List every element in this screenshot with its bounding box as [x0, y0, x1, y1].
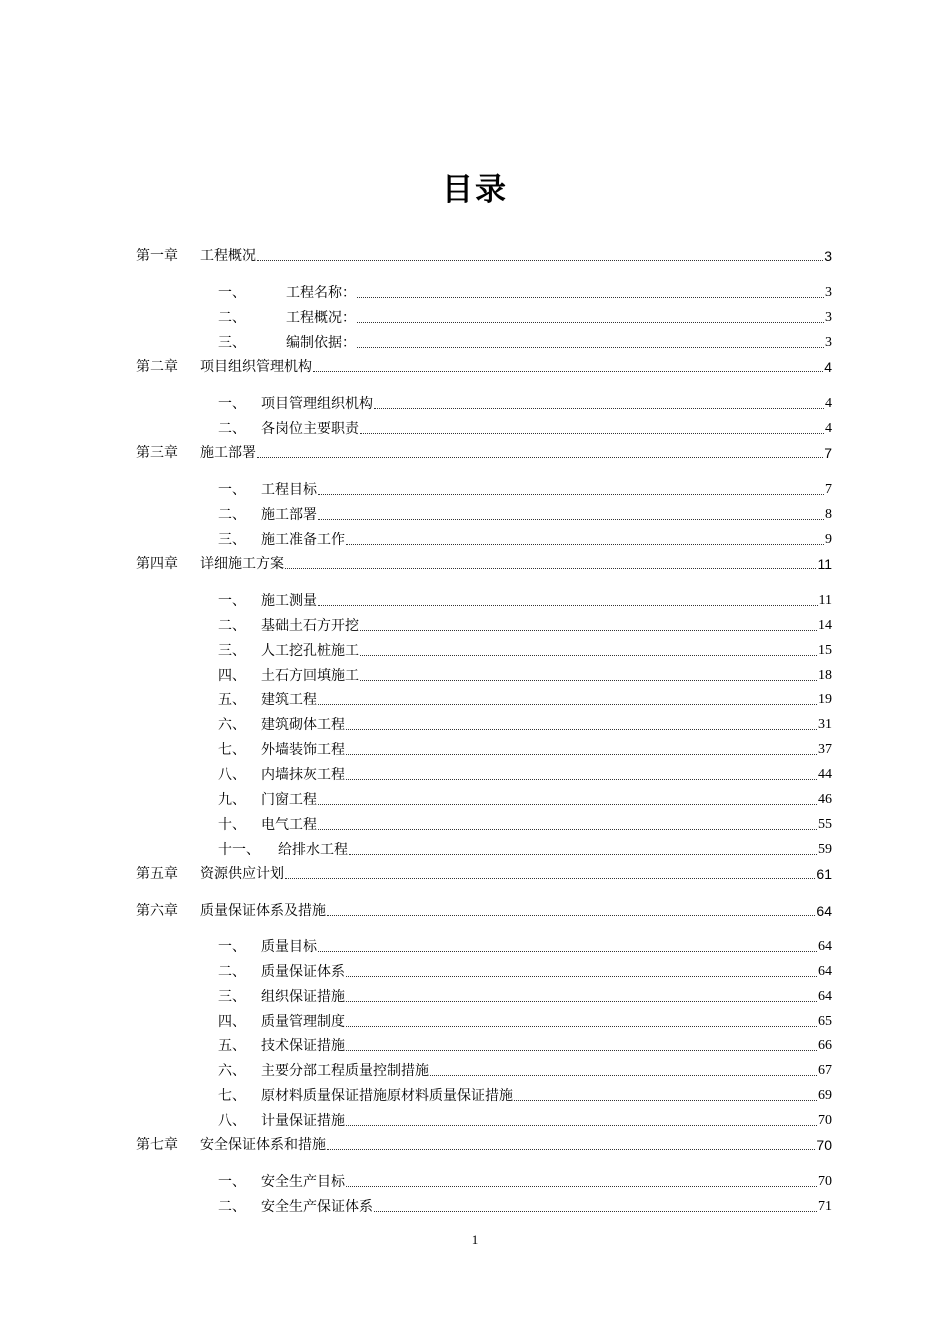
toc-entry-page: 11	[818, 593, 832, 608]
toc-entry-number: 四、	[218, 1014, 246, 1030]
toc-entry-page: 64	[818, 989, 832, 1004]
toc-entry-title: 施工部署	[261, 507, 317, 523]
toc-entry-page: 37	[818, 742, 832, 757]
toc-entry-number: 三、	[218, 989, 246, 1005]
toc-leader-dots	[313, 370, 823, 372]
toc-leader-dots	[346, 778, 817, 780]
toc-entry-number: 二、	[218, 421, 246, 437]
toc-entry-title: 安全生产目标	[261, 1174, 345, 1190]
toc-entry-page: 64	[818, 964, 832, 979]
toc-entry-number: 九、	[218, 792, 246, 808]
toc-entry-page: 71	[818, 1199, 832, 1214]
toc-entry-title: 安全保证体系和措施	[200, 1137, 326, 1153]
toc-section-entry[interactable]	[218, 333, 832, 353]
toc-entry-title: 给排水工程	[278, 842, 348, 858]
toc-entry-title: 施工准备工作	[261, 532, 345, 548]
toc-entry-number: 八、	[218, 1113, 246, 1129]
toc-entry-page: 18	[818, 668, 832, 683]
toc-entry-title: 外墙装饰工程	[261, 742, 345, 758]
toc-entry-page: 15	[818, 643, 832, 658]
toc-entry-number: 四、	[218, 668, 246, 684]
toc-entry-number: 一、	[218, 396, 246, 412]
toc-chapter-entry[interactable]	[136, 357, 832, 377]
toc-entry-number: 第四章	[136, 556, 178, 572]
toc-entry-title: 项目管理组织机构	[261, 396, 373, 412]
toc-entry-page: 4	[824, 359, 832, 375]
toc-leader-dots	[514, 1099, 817, 1101]
toc-leader-dots	[285, 877, 815, 879]
toc-chapter-entry[interactable]	[136, 901, 832, 921]
toc-section-entry[interactable]	[218, 715, 832, 735]
toc-entry-number: 二、	[218, 507, 246, 523]
toc-entry-number: 五、	[218, 692, 246, 708]
toc-entry-title: 人工挖孔桩施工	[261, 643, 359, 659]
toc-leader-dots	[318, 493, 824, 495]
toc-entry-title: 内墙抹灰工程	[261, 767, 345, 783]
toc-entry-number: 二、	[218, 310, 246, 326]
toc-section-entry[interactable]	[218, 530, 832, 550]
toc-leader-dots	[257, 259, 823, 261]
toc-section-entry[interactable]	[218, 283, 832, 303]
toc-entry-page: 9	[825, 532, 832, 547]
toc-leader-dots	[357, 346, 824, 348]
toc-leader-dots	[346, 543, 824, 545]
toc-leader-dots	[346, 1124, 817, 1126]
toc-entry-number: 六、	[218, 717, 246, 733]
toc-leader-dots	[360, 654, 817, 656]
toc-leader-dots	[430, 1074, 817, 1076]
toc-entry-page: 14	[818, 618, 832, 633]
toc-chapter-entry[interactable]	[136, 864, 832, 884]
toc-entry-page: 46	[818, 792, 832, 807]
toc-leader-dots	[346, 728, 817, 730]
toc-entry-page: 66	[818, 1038, 832, 1053]
toc-section-entry[interactable]	[218, 790, 832, 810]
toc-entry-number: 三、	[218, 643, 246, 659]
toc-leader-dots	[346, 1185, 817, 1187]
toc-entry-title: 安全生产保证体系	[261, 1199, 373, 1215]
toc-section-entry[interactable]	[218, 962, 832, 982]
toc-section-entry[interactable]	[218, 480, 832, 500]
toc-leader-dots	[318, 803, 817, 805]
toc-leader-dots	[327, 1148, 815, 1150]
toc-entry-page: 64	[818, 939, 832, 954]
toc-entry-page: 3	[825, 310, 832, 325]
toc-section-entry[interactable]	[218, 815, 832, 835]
toc-section-entry[interactable]	[218, 1111, 832, 1131]
toc-leader-dots	[346, 975, 817, 977]
toc-section-entry[interactable]	[218, 987, 832, 1007]
toc-entry-number: 第一章	[136, 248, 178, 264]
toc-entry-number: 第三章	[136, 445, 178, 461]
toc-entry-number: 二、	[218, 964, 246, 980]
toc-leader-dots	[357, 296, 824, 298]
toc-entry-title: 建筑工程	[261, 692, 317, 708]
toc-section-entry[interactable]	[218, 690, 832, 710]
toc-chapter-entry[interactable]	[136, 554, 832, 574]
toc-entry-page: 4	[825, 396, 832, 411]
toc-entry-title: 建筑砌体工程	[261, 717, 345, 733]
toc-entry-page: 31	[818, 717, 832, 732]
toc-entry-page: 3	[825, 285, 832, 300]
toc-entry-page: 8	[825, 507, 832, 522]
toc-leader-dots	[360, 679, 817, 681]
toc-section-entry[interactable]	[218, 641, 832, 661]
toc-section-entry[interactable]	[218, 937, 832, 957]
toc-section-entry[interactable]	[218, 740, 832, 760]
toc-entry-title: 工程概况	[200, 248, 256, 264]
toc-leader-dots	[349, 853, 817, 855]
page-title: 目录	[442, 172, 508, 208]
toc-leader-dots	[346, 1000, 817, 1002]
toc-entry-number: 二、	[218, 1199, 246, 1215]
page-number: 1	[471, 1232, 479, 1247]
toc-entry-page: 61	[816, 866, 832, 882]
toc-entry-number: 第二章	[136, 359, 178, 375]
toc-entry-title: 主要分部工程质量控制措施	[261, 1063, 429, 1079]
toc-entry-title: 施工测量	[261, 593, 317, 609]
toc-entry-number: 一、	[218, 1174, 246, 1190]
toc-entry-title: 计量保证措施	[261, 1113, 345, 1129]
toc-entry-number: 第五章	[136, 866, 178, 882]
toc-entry-title: 编制依据：	[286, 335, 356, 351]
toc-entry-title: 资源供应计划	[200, 866, 284, 882]
toc-entry-page: 3	[825, 335, 832, 350]
toc-section-entry[interactable]	[218, 1012, 832, 1032]
toc-entry-title: 工程概况：	[286, 310, 356, 326]
toc-leader-dots	[318, 828, 817, 830]
toc-entry-number: 一、	[218, 939, 246, 955]
toc-section-entry[interactable]	[218, 1172, 832, 1192]
toc-leader-dots	[346, 753, 817, 755]
toc-leader-dots	[346, 1049, 817, 1051]
toc-entry-number: 二、	[218, 618, 246, 634]
toc-section-entry[interactable]	[218, 505, 832, 525]
toc-entry-page: 67	[818, 1063, 832, 1078]
toc-section-entry[interactable]	[218, 1197, 832, 1217]
toc-chapter-entry[interactable]	[136, 443, 832, 463]
toc-entry-page: 55	[818, 817, 832, 832]
toc-section-entry[interactable]	[218, 765, 832, 785]
toc-entry-title: 组织保证措施	[261, 989, 345, 1005]
toc-leader-dots	[357, 321, 824, 323]
toc-leader-dots	[318, 703, 817, 705]
toc-entry-title: 土石方回填施工	[261, 668, 359, 684]
toc-section-entry[interactable]	[218, 666, 832, 686]
toc-entry-title: 质量保证体系及措施	[200, 903, 326, 919]
toc-entry-title: 施工部署	[200, 445, 256, 461]
toc-entry-page: 69	[818, 1088, 832, 1103]
toc-entry-page: 7	[825, 482, 832, 497]
toc-entry-title: 原材料质量保证措施原材料质量保证措施	[261, 1088, 513, 1104]
toc-chapter-entry[interactable]	[136, 1135, 832, 1155]
toc-leader-dots	[285, 567, 816, 569]
toc-entry-page: 44	[818, 767, 832, 782]
toc-entry-number: 五、	[218, 1038, 246, 1054]
toc-leader-dots	[374, 1210, 817, 1212]
toc-entry-number: 一、	[218, 482, 246, 498]
toc-entry-page: 70	[818, 1174, 832, 1189]
toc-entry-number: 三、	[218, 532, 246, 548]
toc-entry-title: 技术保证措施	[261, 1038, 345, 1054]
toc-entry-page: 59	[818, 842, 832, 857]
toc-entry-page: 70	[816, 1137, 832, 1153]
toc-section-entry[interactable]	[218, 1061, 832, 1081]
toc-leader-dots	[360, 629, 817, 631]
toc-section-entry[interactable]	[218, 1036, 832, 1056]
toc-section-entry[interactable]	[218, 1086, 832, 1106]
toc-entry-title: 工程名称：	[286, 285, 356, 301]
toc-entry-page: 7	[824, 445, 832, 461]
toc-entry-title: 基础土石方开挖	[261, 618, 359, 634]
toc-leader-dots	[346, 1025, 817, 1027]
toc-section-entry[interactable]	[218, 308, 832, 328]
toc-leader-dots	[257, 456, 823, 458]
toc-entry-title: 质量管理制度	[261, 1014, 345, 1030]
toc-leader-dots	[318, 604, 818, 606]
toc-section-entry[interactable]	[218, 840, 832, 860]
toc-section-entry[interactable]	[218, 394, 832, 414]
toc-entry-title: 项目组织管理机构	[200, 359, 312, 375]
toc-entry-page: 64	[816, 903, 832, 919]
toc-entry-title: 门窗工程	[261, 792, 317, 808]
toc-entry-number: 第七章	[136, 1137, 178, 1153]
toc-leader-dots	[318, 518, 824, 520]
toc-entry-page: 3	[824, 248, 832, 264]
toc-entry-number: 一、	[218, 285, 246, 301]
toc-entry-number: 十、	[218, 817, 246, 833]
toc-entry-title: 质量保证体系	[261, 964, 345, 980]
toc-entry-number: 八、	[218, 767, 246, 783]
toc-leader-dots	[360, 432, 824, 434]
toc-section-entry[interactable]	[218, 591, 832, 611]
toc-entry-number: 十一、	[218, 842, 260, 858]
toc-entry-title: 质量目标	[261, 939, 317, 955]
toc-entry-title: 电气工程	[261, 817, 317, 833]
toc-section-entry[interactable]	[218, 616, 832, 636]
toc-leader-dots	[318, 950, 817, 952]
toc-entry-number: 三、	[218, 335, 246, 351]
toc-entry-title: 各岗位主要职责	[261, 421, 359, 437]
toc-entry-title: 详细施工方案	[200, 556, 284, 572]
toc-entry-number: 七、	[218, 742, 246, 758]
toc-entry-page: 11	[817, 556, 832, 572]
toc-leader-dots	[374, 407, 824, 409]
toc-entry-page: 70	[818, 1113, 832, 1128]
toc-entry-page: 19	[818, 692, 832, 707]
toc-entry-title: 工程目标	[261, 482, 317, 498]
toc-leader-dots	[327, 914, 815, 916]
toc-entry-number: 六、	[218, 1063, 246, 1079]
toc-section-entry[interactable]	[218, 419, 832, 439]
toc-entry-page: 65	[818, 1014, 832, 1029]
toc-entry-number: 七、	[218, 1088, 246, 1104]
toc-entry-number: 第六章	[136, 903, 178, 919]
toc-entry-page: 4	[825, 421, 832, 436]
toc-entry-number: 一、	[218, 593, 246, 609]
toc-chapter-entry[interactable]	[136, 246, 832, 266]
